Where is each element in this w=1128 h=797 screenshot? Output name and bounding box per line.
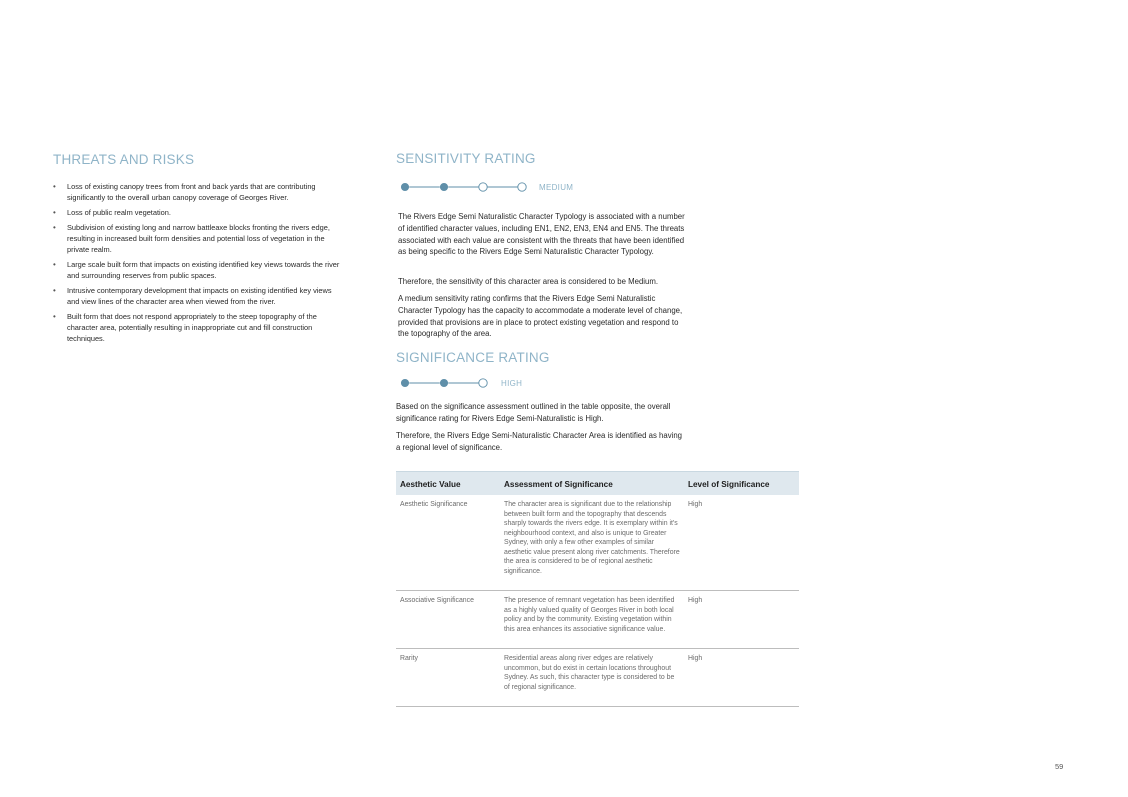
table-header-row <box>396 472 799 496</box>
significance-rating-label: HIGH <box>501 378 523 388</box>
assessment-cell: Residential areas along river edges are relatively uncommon, but do exist in certain locations throughout Sydney. As such, this character type is considered to be of regional significance. <box>500 649 684 707</box>
sensitivity-paragraph: A medium sensitivity rating confirms that the Rivers Edge Semi Naturalistic Character Typology has the capacity to accommodate a moderate level of change, provided that provisions are in place to protect existing vegetation and respond to the topography of the area. <box>398 294 683 339</box>
aesthetic-value-cell: Associative Significance <box>396 591 500 649</box>
significance-heading: SIGNIFICANCE RATING <box>396 350 550 365</box>
table-row <box>396 649 799 707</box>
aesthetic-value-cell: Rarity <box>396 649 500 707</box>
assessment-cell: The presence of remnant vegetation has been identified as a highly valued quality of Georges River in both local policy and by the community. Existing vegetation within this area enhances its associative significance value. <box>500 591 684 649</box>
sensitivity-rating-label: MEDIUM <box>539 182 574 192</box>
level-cell: High <box>684 495 799 591</box>
sensitivity-paragraph: The Rivers Edge Semi Naturalistic Character Typology is associated with a number of identified character values, including EN1, EN2, EN3, EN4 and EN5. The threats associated with each value are consistent with the threats that have been identified as being specific to the Rivers Edge Semi Naturalistic Character Typology. <box>398 212 685 257</box>
threat-item: • Subdivision of existing long and narrow battleaxe blocks fronting the rivers edge, resulting in increased built form densities and potential loss of vegetation in the private realm. <box>53 222 343 256</box>
rating-dot-empty <box>479 379 487 387</box>
threat-item: • Intrusive contemporary development that impacts on existing identified key views and view lines of the character area when viewed from the river. <box>53 285 343 307</box>
threat-item: • Loss of public realm vegetation. <box>53 207 343 218</box>
significance-rating-scale <box>399 377 522 389</box>
significance-table <box>396 471 799 707</box>
level-cell: High <box>684 649 799 707</box>
column-header: Aesthetic Value <box>396 472 500 496</box>
table-row <box>396 495 799 591</box>
threats-heading: THREATS AND RISKS <box>53 152 195 167</box>
sensitivity-rating-scale <box>399 181 573 193</box>
significance-paragraph: Based on the significance assessment outlined in the table opposite, the overall significance rating for Rivers Edge Semi-Naturalistic is High. <box>396 402 671 423</box>
page-number: 59 <box>1055 762 1064 771</box>
significance-rating-dots <box>399 377 493 389</box>
level-cell: High <box>684 591 799 649</box>
column-header: Level of Significance <box>684 472 799 496</box>
column-header: Assessment of Significance <box>500 472 684 496</box>
sensitivity-heading: SENSITIVITY RATING <box>396 151 536 166</box>
threat-item: • Large scale built form that impacts on existing identified key views towards the river and surrounding reserves from public spaces. <box>53 259 343 281</box>
significance-paragraph: Therefore, the Rivers Edge Semi-Naturalistic Character Area is identified as having a regional level of significance. <box>396 431 683 452</box>
assessment-cell: The character area is significant due to the relationship between built form and the topography that descends sharply towards the rivers edge. It is exemplary within it's neighbourhood context, and also is unique to Greater Sydney, with only a few other examples of similar aesthetic value present along river catchments. Therefore the area is considered to be of regional aesthetic significance. <box>500 495 684 591</box>
threats-list <box>53 181 343 348</box>
rating-dot-filled <box>401 183 408 190</box>
threat-item: • Built form that does not respond appropriately to the steep topography of the character area, potentially resulting in inappropriate cut and fill construction techniques. <box>53 311 343 345</box>
rating-dot-filled <box>440 183 447 190</box>
aesthetic-value-cell: Aesthetic Significance <box>396 495 500 591</box>
rating-dot-filled <box>440 379 447 386</box>
rating-dot-empty <box>518 183 526 191</box>
sensitivity-rating-dots <box>399 181 531 193</box>
sensitivity-paragraph: Therefore, the sensitivity of this character area is considered to be Medium. <box>398 277 659 286</box>
rating-dot-empty <box>479 183 487 191</box>
rating-dot-filled <box>401 379 408 386</box>
table-row <box>396 591 799 649</box>
threat-item: • Loss of existing canopy trees from front and back yards that are contributing significantly to the overall urban canopy coverage of Georges River. <box>53 181 343 203</box>
